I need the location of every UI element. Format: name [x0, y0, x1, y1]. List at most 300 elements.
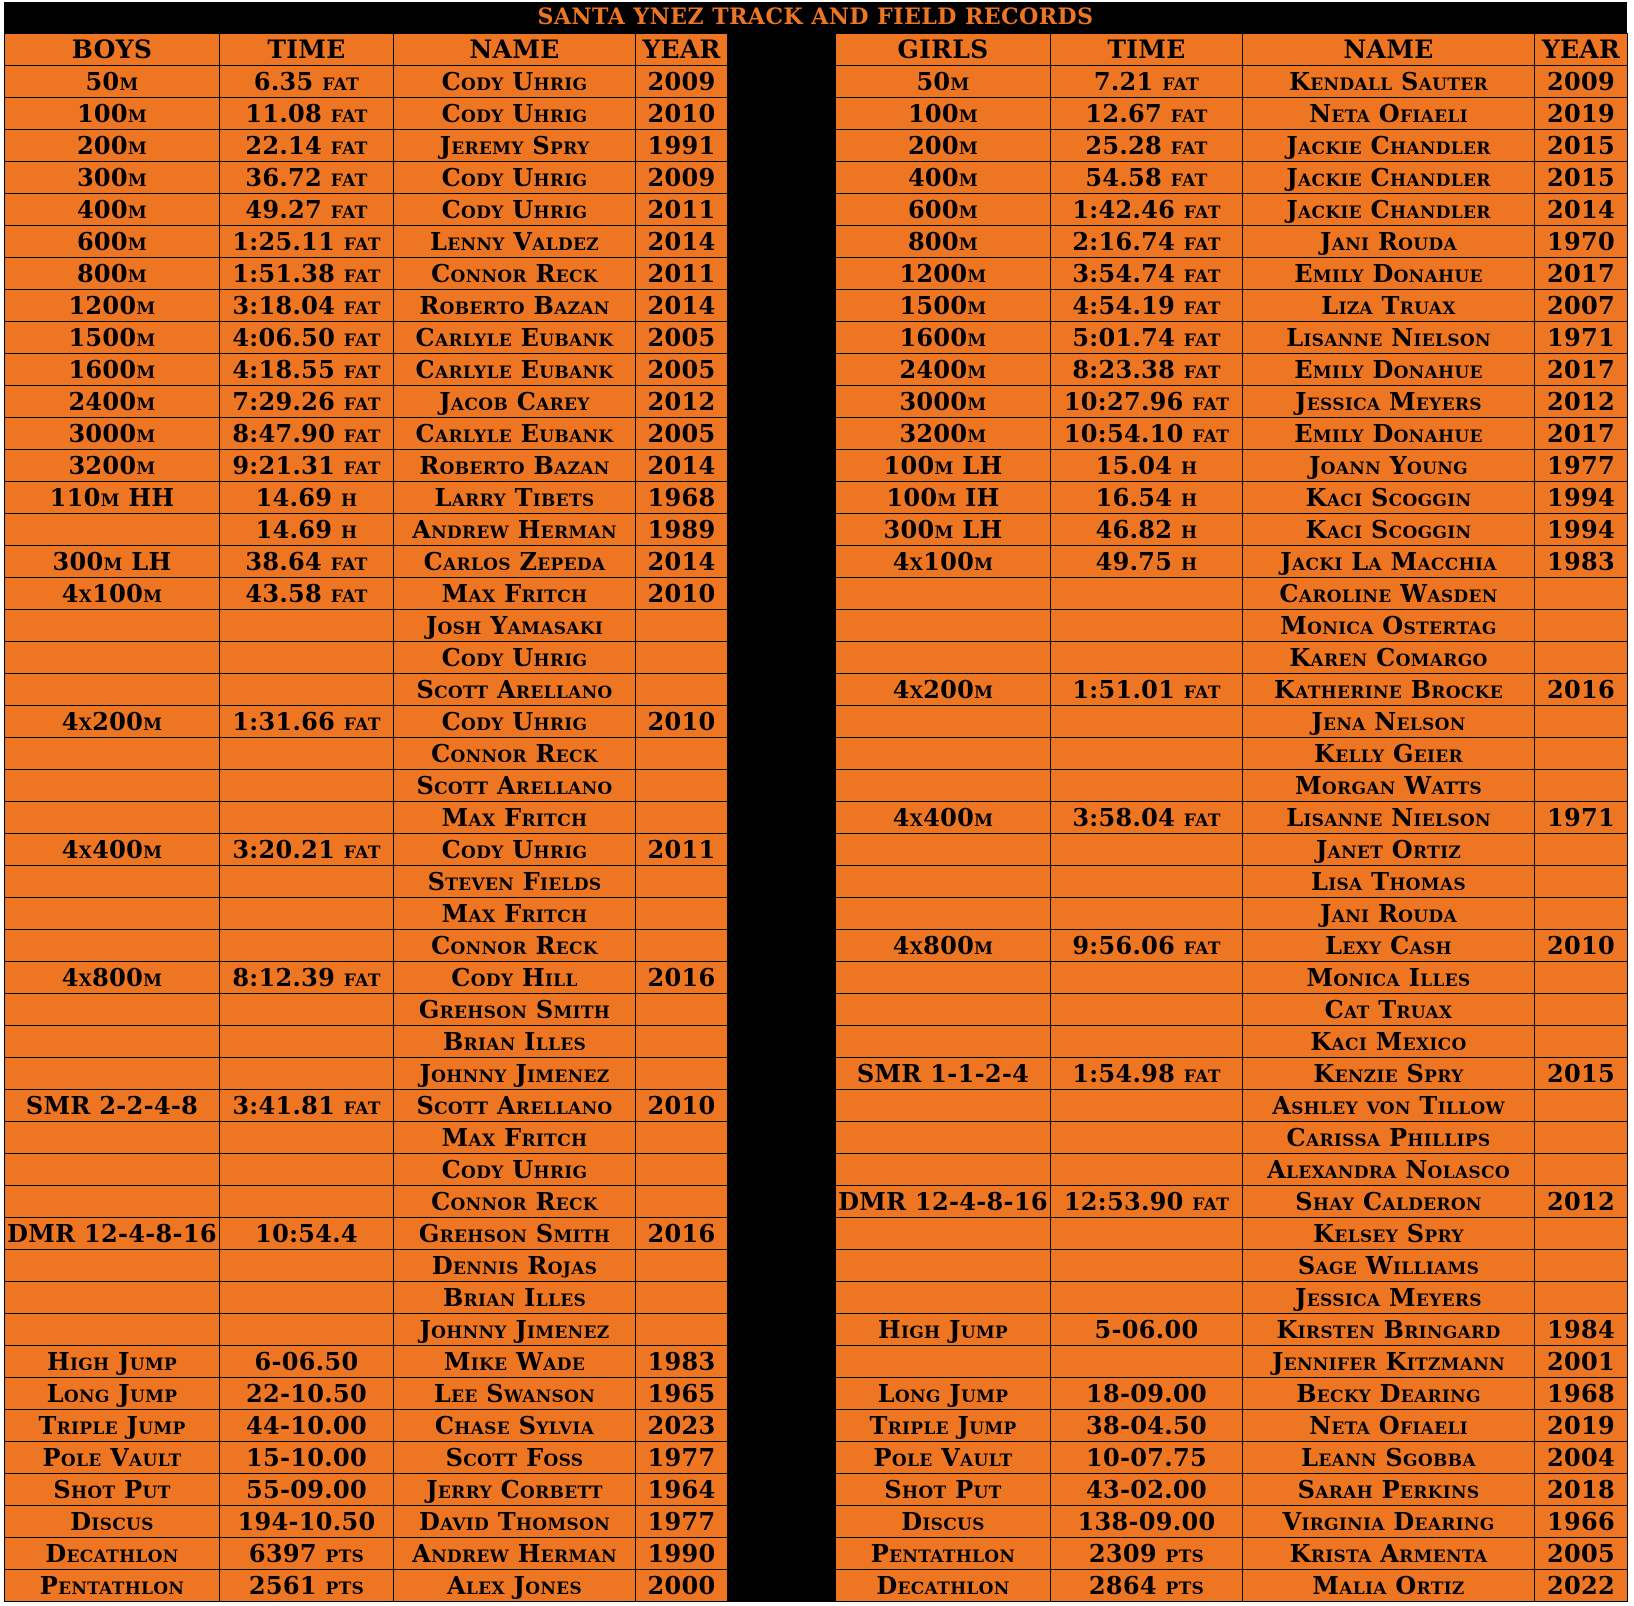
boys-name-cell: Cody Uhrig [394, 1154, 636, 1186]
girls-year-cell [1535, 706, 1628, 738]
girls-year-cell: 2012 [1535, 1186, 1628, 1218]
boys-name-cell: Scott Foss [394, 1442, 636, 1474]
boys-time-cell: 194-10.50 [220, 1506, 394, 1538]
column-gap [728, 674, 836, 706]
girls-name-cell: Liza Truax [1243, 290, 1535, 322]
girls-name-cell: Kelsey Spry [1243, 1218, 1535, 1250]
column-gap [728, 1186, 836, 1218]
table-row [5, 930, 1628, 962]
header-row [5, 34, 1628, 66]
table-row [5, 1506, 1628, 1538]
girls-year-cell: 2019 [1535, 98, 1628, 130]
girls-event-cell: Decathlon [836, 1570, 1051, 1602]
boys-year-cell: 1983 [636, 1346, 728, 1378]
records-table [4, 33, 1628, 1602]
girls-year-cell [1535, 1122, 1628, 1154]
girls-year-cell: 2007 [1535, 290, 1628, 322]
girls-name-cell: Monica Illes [1243, 962, 1535, 994]
girls-name-cell: Jena Nelson [1243, 706, 1535, 738]
girls-event-cell: 100m [836, 98, 1051, 130]
boys-event-cell: 4x100m [5, 578, 220, 610]
boys-event-cell: 4x400m [5, 834, 220, 866]
column-gap [728, 450, 836, 482]
boys-time-cell [220, 610, 394, 642]
table-row [5, 1314, 1628, 1346]
boys-time-cell: 4:18.55 fat [220, 354, 394, 386]
table-row [5, 610, 1628, 642]
girls-name-cell: Kenzie Spry [1243, 1058, 1535, 1090]
girls-time-cell: 7.21 fat [1051, 66, 1243, 98]
girls-event-cell: 1200m [836, 258, 1051, 290]
girls-name-cell: Alexandra Nolasco [1243, 1154, 1535, 1186]
table-row [5, 578, 1628, 610]
girls-name-cell: Cat Truax [1243, 994, 1535, 1026]
boys-event-cell: 400m [5, 194, 220, 226]
column-gap [728, 354, 836, 386]
boys-time-cell: 14.69 h [220, 514, 394, 546]
girls-year-cell [1535, 866, 1628, 898]
table-row [5, 1474, 1628, 1506]
girls-name-cell: Joann Young [1243, 450, 1535, 482]
boys-time-cell: 3:18.04 fat [220, 290, 394, 322]
girls-name-cell: Jackie Chandler [1243, 162, 1535, 194]
boys-name-cell: Brian Illes [394, 1282, 636, 1314]
girls-name-cell: Ashley von Tillow [1243, 1090, 1535, 1122]
girls-event-cell: High Jump [836, 1314, 1051, 1346]
table-row [5, 450, 1628, 482]
boys-event-cell: 2400m [5, 386, 220, 418]
column-gap [728, 194, 836, 226]
girls-year-cell: 2015 [1535, 130, 1628, 162]
table-row [5, 1186, 1628, 1218]
boys-time-cell: 8:47.90 fat [220, 418, 394, 450]
girls-time-cell [1051, 994, 1243, 1026]
boys-name-cell: Cody Uhrig [394, 834, 636, 866]
boys-event-cell [5, 674, 220, 706]
boys-event-cell: 1600m [5, 354, 220, 386]
boys-time-cell: 7:29.26 fat [220, 386, 394, 418]
boys-year-cell: 2010 [636, 98, 728, 130]
boys-event-cell [5, 898, 220, 930]
girls-year-cell: 2014 [1535, 194, 1628, 226]
boys-event-cell: Decathlon [5, 1538, 220, 1570]
boys-year-cell [636, 994, 728, 1026]
girls-name-cell: Morgan Watts [1243, 770, 1535, 802]
column-gap [728, 226, 836, 258]
girls-year-cell [1535, 1026, 1628, 1058]
boys-year-cell [636, 898, 728, 930]
boys-time-cell [220, 770, 394, 802]
column-gap [728, 322, 836, 354]
girls-time-cell: 8:23.38 fat [1051, 354, 1243, 386]
table-row [5, 866, 1628, 898]
table-row [5, 1090, 1628, 1122]
girls-name-cell: Kaci Scoggin [1243, 514, 1535, 546]
girls-time-cell: 12.67 fat [1051, 98, 1243, 130]
column-gap [728, 98, 836, 130]
boys-time-cell: 1:51.38 fat [220, 258, 394, 290]
girls-name-cell: Lisanne Nielson [1243, 322, 1535, 354]
girls-event-cell: Shot Put [836, 1474, 1051, 1506]
boys-time-cell: 15-10.00 [220, 1442, 394, 1474]
girls-year-cell: 2017 [1535, 418, 1628, 450]
girls-name-cell: Jani Rouda [1243, 898, 1535, 930]
table-row [5, 674, 1628, 706]
column-gap [728, 514, 836, 546]
girls-year-cell: 2016 [1535, 674, 1628, 706]
girls-time-cell: 1:51.01 fat [1051, 674, 1243, 706]
girls-time-header: TIME [1051, 34, 1243, 66]
girls-event-cell: 600m [836, 194, 1051, 226]
boys-year-cell [636, 1314, 728, 1346]
table-row [5, 706, 1628, 738]
girls-event-cell: SMR 1-1-2-4 [836, 1058, 1051, 1090]
column-gap [728, 930, 836, 962]
boys-time-header: TIME [220, 34, 394, 66]
boys-year-cell [636, 1058, 728, 1090]
table-row [5, 770, 1628, 802]
boys-name-cell: Cody Hill [394, 962, 636, 994]
girls-name-cell: Krista Armenta [1243, 1538, 1535, 1570]
boys-time-cell: 10:54.4 [220, 1218, 394, 1250]
girls-name-cell: Monica Ostertag [1243, 610, 1535, 642]
girls-event-cell: Discus [836, 1506, 1051, 1538]
table-row [5, 1538, 1628, 1570]
boys-name-cell: Scott Arellano [394, 770, 636, 802]
column-gap [728, 1218, 836, 1250]
girls-name-cell: Shay Calderon [1243, 1186, 1535, 1218]
girls-year-cell: 1971 [1535, 802, 1628, 834]
girls-time-cell [1051, 578, 1243, 610]
girls-time-cell: 10-07.75 [1051, 1442, 1243, 1474]
girls-event-cell: DMR 12-4-8-16 [836, 1186, 1051, 1218]
girls-event-cell [836, 610, 1051, 642]
boys-year-cell [636, 1186, 728, 1218]
girls-name-cell: Jessica Meyers [1243, 386, 1535, 418]
boys-name-cell: Carlos Zepeda [394, 546, 636, 578]
boys-event-cell: Discus [5, 1506, 220, 1538]
boys-time-cell: 6397 pts [220, 1538, 394, 1570]
table-row [5, 322, 1628, 354]
girls-name-cell: Kirsten Bringard [1243, 1314, 1535, 1346]
girls-name-cell: Malia Ortiz [1243, 1570, 1535, 1602]
boys-name-cell: Max Fritch [394, 898, 636, 930]
boys-name-cell: Josh Yamasaki [394, 610, 636, 642]
boys-time-cell [220, 898, 394, 930]
table-row [5, 1154, 1628, 1186]
boys-name-header: NAME [394, 34, 636, 66]
boys-year-cell [636, 1282, 728, 1314]
boys-time-cell: 38.64 fat [220, 546, 394, 578]
girls-event-cell [836, 834, 1051, 866]
boys-time-cell: 8:12.39 fat [220, 962, 394, 994]
girls-year-cell: 1971 [1535, 322, 1628, 354]
boys-name-cell: Larry Tibets [394, 482, 636, 514]
girls-time-cell: 138-09.00 [1051, 1506, 1243, 1538]
boys-name-cell: Carlyle Eubank [394, 418, 636, 450]
boys-event-cell: Pole Vault [5, 1442, 220, 1474]
girls-time-cell: 3:54.74 fat [1051, 258, 1243, 290]
boys-year-cell: 2014 [636, 450, 728, 482]
table-row [5, 194, 1628, 226]
column-gap [728, 578, 836, 610]
girls-time-cell: 5:01.74 fat [1051, 322, 1243, 354]
girls-time-cell: 46.82 h [1051, 514, 1243, 546]
boys-event-cell [5, 514, 220, 546]
boys-year-cell [636, 802, 728, 834]
girls-year-cell [1535, 962, 1628, 994]
boys-year-cell: 2010 [636, 1090, 728, 1122]
table-row [5, 98, 1628, 130]
table-row [5, 1410, 1628, 1442]
column-gap [728, 962, 836, 994]
table-row [5, 738, 1628, 770]
girls-time-cell [1051, 642, 1243, 674]
boys-year-cell: 1989 [636, 514, 728, 546]
girls-year-cell [1535, 770, 1628, 802]
girls-year-cell: 1970 [1535, 226, 1628, 258]
boys-year-cell: 2009 [636, 66, 728, 98]
boys-year-cell: 1964 [636, 1474, 728, 1506]
boys-event-cell [5, 1058, 220, 1090]
girls-time-cell: 1:54.98 fat [1051, 1058, 1243, 1090]
boys-time-cell: 22.14 fat [220, 130, 394, 162]
boys-name-cell: Max Fritch [394, 1122, 636, 1154]
boys-event-cell: 300m LH [5, 546, 220, 578]
girls-event-cell: 3000m [836, 386, 1051, 418]
boys-name-cell: Scott Arellano [394, 674, 636, 706]
girls-name-cell: Janet Ortiz [1243, 834, 1535, 866]
column-gap [728, 1346, 836, 1378]
girls-event-cell: 800m [836, 226, 1051, 258]
boys-name-cell: Alex Jones [394, 1570, 636, 1602]
girls-year-cell: 2019 [1535, 1410, 1628, 1442]
boys-year-cell: 1977 [636, 1442, 728, 1474]
girls-time-cell: 38-04.50 [1051, 1410, 1243, 1442]
boys-event-cell: 4x200m [5, 706, 220, 738]
boys-year-cell: 2014 [636, 226, 728, 258]
table-row [5, 130, 1628, 162]
girls-year-cell: 1994 [1535, 482, 1628, 514]
girls-event-cell [836, 962, 1051, 994]
girls-time-cell [1051, 706, 1243, 738]
boys-event-header: BOYS [5, 34, 220, 66]
girls-name-cell: Lisa Thomas [1243, 866, 1535, 898]
table-row [5, 386, 1628, 418]
girls-event-cell: Triple Jump [836, 1410, 1051, 1442]
table-row [5, 258, 1628, 290]
girls-event-cell [836, 578, 1051, 610]
girls-event-cell [836, 1218, 1051, 1250]
girls-year-cell [1535, 1154, 1628, 1186]
girls-time-cell: 15.04 h [1051, 450, 1243, 482]
column-gap [728, 1090, 836, 1122]
boys-name-cell: Grehson Smith [394, 994, 636, 1026]
boys-event-cell [5, 930, 220, 962]
girls-time-cell [1051, 1346, 1243, 1378]
girls-time-cell [1051, 1282, 1243, 1314]
boys-time-cell: 55-09.00 [220, 1474, 394, 1506]
girls-event-cell [836, 770, 1051, 802]
girls-name-cell: Kendall Sauter [1243, 66, 1535, 98]
table-row [5, 642, 1628, 674]
girls-time-cell [1051, 866, 1243, 898]
boys-time-cell: 3:20.21 fat [220, 834, 394, 866]
girls-time-cell: 2864 pts [1051, 1570, 1243, 1602]
boys-name-cell: Connor Reck [394, 258, 636, 290]
girls-year-cell: 2022 [1535, 1570, 1628, 1602]
girls-year-cell: 2012 [1535, 386, 1628, 418]
boys-event-cell: 300m [5, 162, 220, 194]
girls-event-cell: 1600m [836, 322, 1051, 354]
boys-year-cell: 1991 [636, 130, 728, 162]
column-gap [728, 1410, 836, 1442]
boys-time-cell: 6.35 fat [220, 66, 394, 98]
boys-time-cell [220, 1026, 394, 1058]
boys-event-cell [5, 1186, 220, 1218]
sheet-title: SANTA YNEZ TRACK AND FIELD RECORDS [4, 2, 1627, 33]
column-gap [728, 1442, 836, 1474]
girls-event-cell: 4x100m [836, 546, 1051, 578]
boys-time-cell [220, 1250, 394, 1282]
boys-name-cell: Jacob Carey [394, 386, 636, 418]
boys-year-cell: 2005 [636, 354, 728, 386]
boys-year-cell: 2009 [636, 162, 728, 194]
girls-event-cell [836, 1154, 1051, 1186]
column-gap [728, 834, 836, 866]
column-gap [728, 258, 836, 290]
girls-event-cell: 2400m [836, 354, 1051, 386]
table-row [5, 354, 1628, 386]
boys-year-cell: 2011 [636, 258, 728, 290]
girls-event-cell [836, 1122, 1051, 1154]
column-gap [728, 642, 836, 674]
boys-event-cell [5, 802, 220, 834]
boys-time-cell [220, 866, 394, 898]
girls-time-cell: 16.54 h [1051, 482, 1243, 514]
girls-year-cell [1535, 610, 1628, 642]
boys-name-cell: Lee Swanson [394, 1378, 636, 1410]
girls-name-cell: Lexy Cash [1243, 930, 1535, 962]
table-row [5, 994, 1628, 1026]
girls-event-cell: 200m [836, 130, 1051, 162]
boys-name-cell: Andrew Herman [394, 514, 636, 546]
girls-year-cell: 1977 [1535, 450, 1628, 482]
column-gap [728, 418, 836, 450]
table-row [5, 1058, 1628, 1090]
boys-name-cell: Jeremy Spry [394, 130, 636, 162]
column-gap [728, 1314, 836, 1346]
column-gap [728, 1378, 836, 1410]
column-gap [728, 770, 836, 802]
boys-year-cell [636, 610, 728, 642]
boys-time-cell [220, 994, 394, 1026]
girls-name-cell: Emily Donahue [1243, 418, 1535, 450]
girls-event-cell [836, 1250, 1051, 1282]
column-gap [728, 130, 836, 162]
girls-name-cell: Jacki La Macchia [1243, 546, 1535, 578]
boys-name-cell: Scott Arellano [394, 1090, 636, 1122]
girls-event-cell [836, 642, 1051, 674]
column-gap [728, 290, 836, 322]
girls-time-cell [1051, 610, 1243, 642]
boys-name-cell: Jerry Corbett [394, 1474, 636, 1506]
boys-event-cell: 3200m [5, 450, 220, 482]
girls-year-cell: 2018 [1535, 1474, 1628, 1506]
girls-name-cell: Carissa Phillips [1243, 1122, 1535, 1154]
girls-year-cell [1535, 994, 1628, 1026]
girls-name-cell: Jackie Chandler [1243, 194, 1535, 226]
girls-name-cell: Virginia Dearing [1243, 1506, 1535, 1538]
boys-event-cell: 800m [5, 258, 220, 290]
girls-event-cell: 50m [836, 66, 1051, 98]
girls-time-cell [1051, 962, 1243, 994]
girls-event-cell [836, 898, 1051, 930]
boys-year-header: YEAR [636, 34, 728, 66]
table-row [5, 418, 1628, 450]
girls-time-cell [1051, 1250, 1243, 1282]
girls-time-cell [1051, 1090, 1243, 1122]
girls-name-cell: Leann Sgobba [1243, 1442, 1535, 1474]
girls-event-cell: Pentathlon [836, 1538, 1051, 1570]
girls-time-cell: 12:53.90 fat [1051, 1186, 1243, 1218]
boys-event-cell [5, 738, 220, 770]
boys-time-cell: 43.58 fat [220, 578, 394, 610]
girls-event-cell: 4x400m [836, 802, 1051, 834]
table-row [5, 66, 1628, 98]
girls-event-cell [836, 1282, 1051, 1314]
boys-name-cell: Lenny Valdez [394, 226, 636, 258]
boys-year-cell: 2011 [636, 194, 728, 226]
girls-time-cell [1051, 1122, 1243, 1154]
girls-name-cell: Katherine Brocke [1243, 674, 1535, 706]
girls-name-cell: Sage Williams [1243, 1250, 1535, 1282]
boys-name-cell: Steven Fields [394, 866, 636, 898]
girls-time-cell: 5-06.00 [1051, 1314, 1243, 1346]
boys-year-cell: 2000 [636, 1570, 728, 1602]
table-row [5, 1346, 1628, 1378]
table-row [5, 1026, 1628, 1058]
table-row [5, 482, 1628, 514]
column-gap [728, 1154, 836, 1186]
boys-year-cell [636, 674, 728, 706]
girls-name-cell: Caroline Wasden [1243, 578, 1535, 610]
boys-name-cell: Johnny Jimenez [394, 1314, 636, 1346]
boys-event-cell [5, 1154, 220, 1186]
boys-time-cell: 49.27 fat [220, 194, 394, 226]
girls-time-cell: 18-09.00 [1051, 1378, 1243, 1410]
girls-event-cell [836, 866, 1051, 898]
boys-year-cell: 2016 [636, 1218, 728, 1250]
column-gap [728, 706, 836, 738]
boys-event-cell: 4x800m [5, 962, 220, 994]
column-gap [728, 386, 836, 418]
boys-time-cell: 44-10.00 [220, 1410, 394, 1442]
girls-year-cell: 2017 [1535, 354, 1628, 386]
table-row [5, 1378, 1628, 1410]
table-row [5, 514, 1628, 546]
boys-time-cell: 1:25.11 fat [220, 226, 394, 258]
girls-time-cell: 1:42.46 fat [1051, 194, 1243, 226]
column-gap [728, 1058, 836, 1090]
girls-year-cell: 2001 [1535, 1346, 1628, 1378]
boys-time-cell: 3:41.81 fat [220, 1090, 394, 1122]
boys-event-cell: 600m [5, 226, 220, 258]
boys-time-cell [220, 802, 394, 834]
girls-event-header: GIRLS [836, 34, 1051, 66]
column-gap [728, 994, 836, 1026]
boys-event-cell: 3000m [5, 418, 220, 450]
